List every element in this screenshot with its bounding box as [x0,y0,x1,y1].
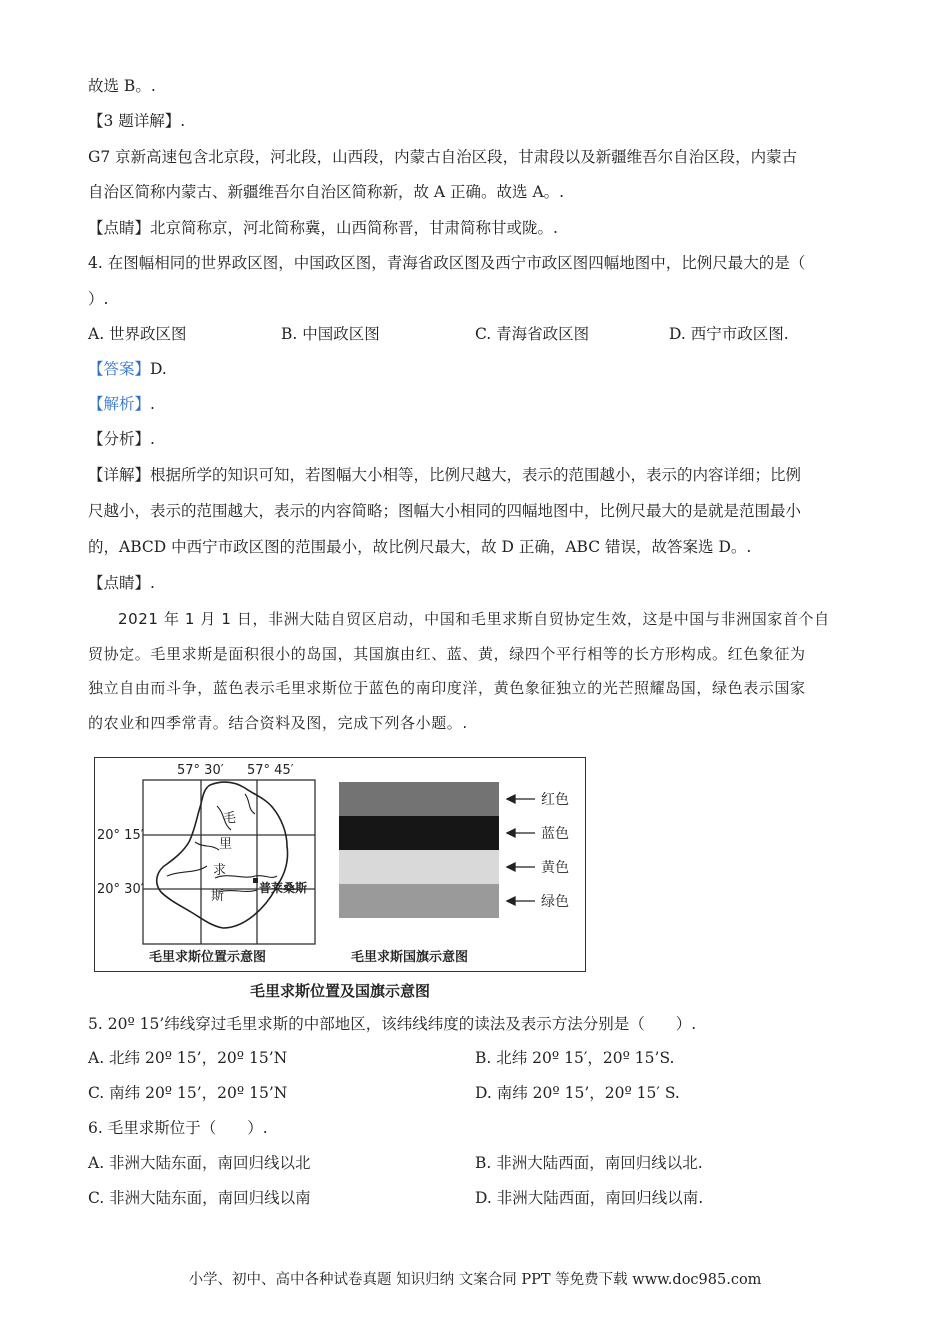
flag-color-label: 红色 [541,792,569,808]
longitude-label: 57° 30′ [177,763,224,778]
city-label: 普莱桑斯 [259,881,308,895]
option-c: C. 非洲大陆东面，南回归线以南 [88,1189,311,1207]
option-b: B. 非洲大陆西面，南回归线以北. [475,1154,703,1172]
island-name-char: 斯 [211,889,225,904]
flag-color-label: 绿色 [541,894,569,910]
island-name-char: 里 [219,837,233,852]
text-line: 自治区简称内蒙古、新疆维吾尔自治区简称新，故 A 正确。故选 A。. [88,183,565,201]
flag-stripe-red [339,782,499,816]
question-stem: 6. 毛里求斯位于（ ）. [88,1119,268,1137]
island-outline [157,782,288,928]
flag-stripe-blue [339,816,499,850]
analysis-label: 【解析】 [88,395,151,413]
option-b: B. 中国政区图 [281,325,380,343]
option-d: D. 西宁市政区图. [669,325,789,343]
option-a: A. 北纬 20º 15’，20º 15’N [88,1049,288,1067]
figure-caption: 毛里求斯位置及国旗示意图 [249,982,430,1000]
analysis-dot: . [150,395,155,413]
flag-caption: 毛里求斯国旗示意图 [351,950,469,965]
analysis-line [88,394,155,414]
passage [88,602,863,740]
page-footer: 小学、初中、高中各种试卷真题 知识归纳 文案合同 PPT 等免费下载 www.doc985.com [188,1272,762,1288]
flag-stripe-green [339,884,499,918]
flag-color-label: 蓝色 [541,826,569,842]
text-line: 【详解】根据所学的知识可知，若图幅大小相等，比例尺越大，表示的范围越小，表示的内容详细；比例 [88,466,802,484]
option-d: D. 非洲大陆西面，南回归线以南. [475,1189,704,1207]
option-c: C. 南纬 20º 15’，20º 15’N [88,1084,288,1102]
city-marker [253,878,258,883]
map-caption: 毛里求斯位置示意图 [149,950,267,965]
answer-label: 【答案】 [88,360,151,378]
option-b: B. 北纬 20º 15′，20º 15’S. [475,1049,675,1067]
text-line: G7 京新高速包含北京段，河北段，山西段，内蒙古自治区段，甘肃段以及新疆维吾尔自治区段，内蒙古 [88,148,798,166]
island-name-char: 求 [213,863,227,878]
question-stem: 5. 20º 15’纬线穿过毛里求斯的中部地区，该纬线纬度的读法及表示方法分别是（ ）. [88,1015,697,1033]
flag-color-label: 黄色 [541,860,569,876]
option-a: A. 非洲大陆东面，南回归线以北 [88,1154,311,1172]
flag-stripe-yellow [339,850,499,884]
text-line: 【点睛】北京简称京，河北简称冀，山西简称晋，甘肃简称甘或陇。. [88,219,558,237]
longitude-label: 57° 45′ [247,763,294,778]
latitude-label: 20° 30′ [97,882,144,897]
text-line: 【点睛】. [88,574,155,592]
passage-line: 的农业和四季常青。结合资料及图，完成下列各小题。. [88,713,468,732]
latitude-label: 20° 15′ [97,828,144,843]
passage-line: 贸协定。毛里求斯是面积很小的岛国，其国旗由红、蓝、黄，绿四个平行相等的长方形构成。红色象征为 [88,644,806,663]
arrows [507,795,535,905]
text-line: 的，ABCD 中西宁市政区图的范围最小，故比例尺最大，故 D 正确，ABC 错误，故答案选 D。. [88,538,752,556]
option-d: D. 南纬 20º 15’，20º 15′ S. [475,1084,680,1102]
option-c: C. 青海省政区图 [475,325,590,343]
passage-line: 独立自由而斗争，蓝色表示毛里求斯位于蓝色的南印度洋，黄色象征独立的光芒照耀岛国，绿色表示国家 [88,679,806,697]
answer-line [88,359,167,379]
passage-line: 2021 年 1 月 1 日，非洲大陆自贸区启动，中国和毛里求斯自贸协定生效，这是中国与非洲国家首个自 [118,610,830,628]
answer-value: D. [150,360,167,378]
text-line: 【分析】. [88,430,155,448]
text-line: 故选 B。. [88,77,156,95]
figure-box [94,757,586,972]
question-stem: ）. [88,290,109,308]
question-stem: 4. 在图幅相同的世界政区图，中国政区图，青海省政区图及西宁市政区图四幅地图中，比例尺最大的是（ [88,254,806,272]
island-name-char: 毛 [223,811,237,826]
option-a: A. 世界政区图 [88,325,187,343]
figure-svg [95,758,584,970]
section-heading: 【3 题详解】. [88,112,186,130]
text-line: 尺越小，表示的范围越大，表示的内容简略；图幅大小相同的四幅地图中，比例尺最大的是就是范围最小 [88,502,802,520]
